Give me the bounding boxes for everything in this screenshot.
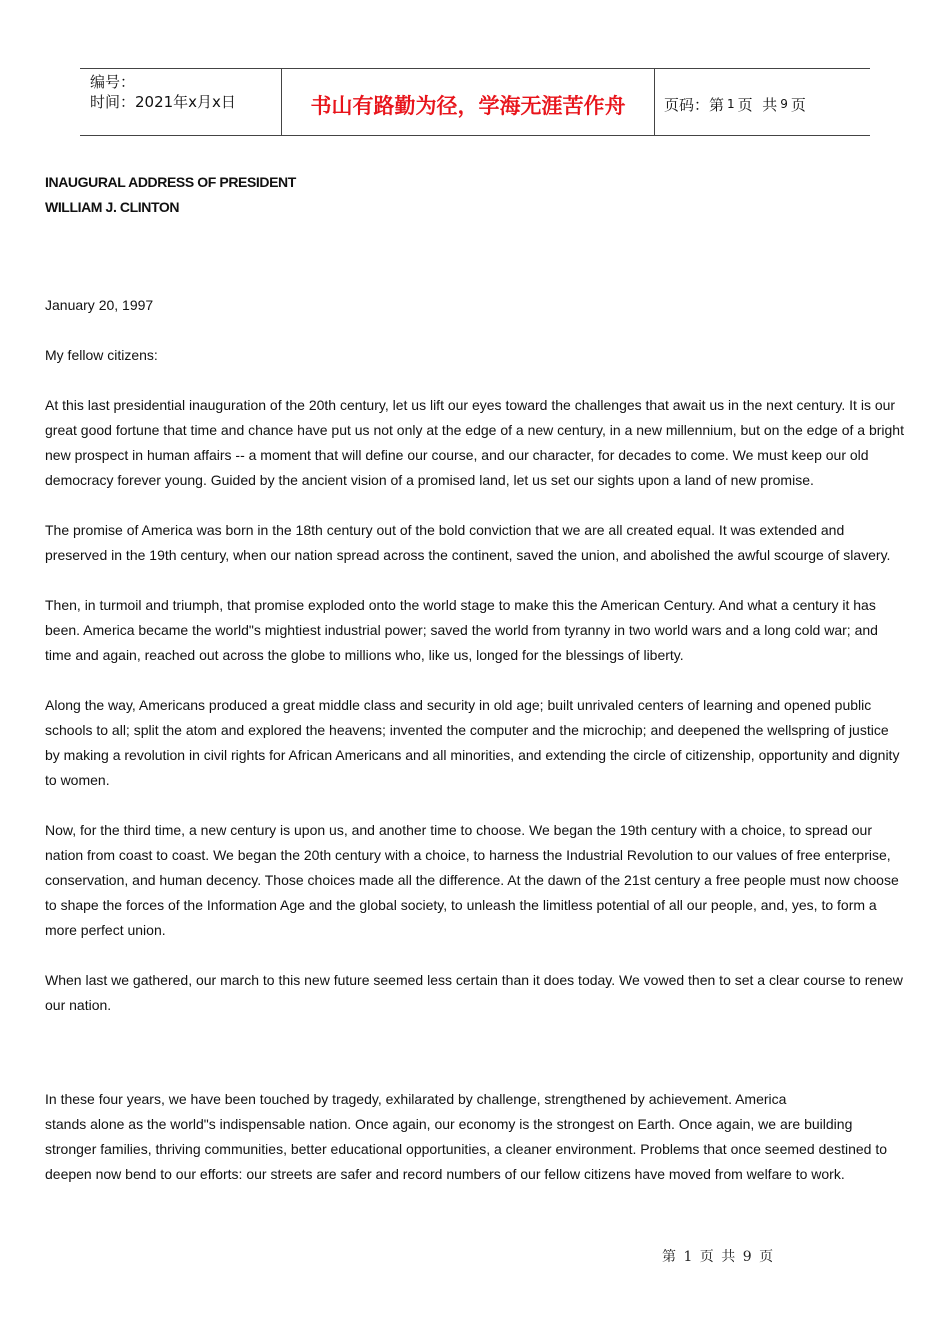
page-total: 9	[780, 97, 788, 111]
header-meta-cell	[80, 69, 281, 135]
page-suffix: 页	[790, 95, 806, 114]
header-table	[80, 68, 870, 136]
page-prefix: 页码：第	[664, 95, 725, 114]
paragraph: At this last presidential inauguration of the 20th century, let us lift our eyes toward the challenges that await us in the next century. It is our great good fortune that time and chance have put us not only at the edge of a new century, in a new millennium, but on the edge of a bright new prospect in human affairs -- a moment that will define our course, and our character, for decades to come. We must keep our old democracy forever young. Guided by the ancient vision of a promised land, let us set our sights upon a land of new promise.	[45, 397, 904, 488]
document-date: January 20, 1997	[45, 297, 154, 313]
paragraph: Now, for the third time, a new century is upon us, and another time to choose. We began the 19th century with a choice, to spread our nation from coast to coast. We began the 20th century with a choice, to harness the Industrial Revolution to our values of free enterprise, conservation, and human decency. Those choices made all the difference. At the dawn of the 21st century a free people must now choose to shape the forces of the Information Age and the global society, to unleash the limitless potential of all our people, and, yes, to form a more perfect union.	[45, 822, 899, 938]
document-title-line-2: WILLIAM J. CLINTON	[45, 199, 180, 215]
paragraph-last	[45, 1087, 907, 1187]
motto-text: 书山有路勤为径，学海无涯苦作舟	[310, 94, 626, 118]
document-title-line-1: INAUGURAL ADDRESS OF PRESIDENT	[45, 174, 296, 190]
paragraph: Along the way, Americans produced a great middle class and security in old age; built unrivaled centers of learning and opened public schools to all; split the atom and explored the heavens; invented the computer and the microchip; and deepened the wellspring of justice by making a revolution in civil rights for African Americans and all minorities, and extending the circle of citizenship, opportunity and dignity to women.	[45, 697, 900, 788]
header-page-cell	[655, 69, 870, 135]
document-body	[45, 170, 907, 1187]
page-mid: 页 共	[737, 95, 778, 114]
serial-number-label: 编号：	[90, 73, 136, 91]
paragraph-last-line-1: In these four years, we have been touched by tragedy, exhilarated by challenge, strengthened by achievement. America	[45, 1091, 787, 1107]
paragraph: Then, in turmoil and triumph, that promise exploded onto the world stage to make this the American Century. And what a century it has been. America became the world"s mightiest industrial power; saved the world from tyranny in two world wars and a long cold war; and time and again, reached out across the globe to millions who, like us, longed for the blessings of liberty.	[45, 597, 878, 663]
header-motto-cell	[281, 69, 655, 135]
paragraph: When last we gathered, our march to this new future seemed less certain than it does today. We vowed then to set a clear course to renew our nation.	[45, 972, 903, 1013]
paragraph: The promise of America was born in the 18th century out of the bold conviction that we are all created equal. It was extended and preserved in the 19th century, when our nation spread across the continent, saved the union, and abolished the awful scourge of slavery.	[45, 522, 891, 563]
time-label: 时间：2021年x月x日	[90, 93, 236, 111]
page-footer: 第 1 页 共 9 页	[662, 1249, 774, 1265]
salutation: My fellow citizens:	[45, 347, 158, 363]
paragraph-last-rest: stands alone as the world"s indispensable nation. Once again, our economy is the strongest on Earth. Once again, we are building stronger families, thriving communities, better educational opportunities, a cleaner environment. Problems that once seemed destined to deepen now bend to our efforts: our streets are safer and record numbers of our fellow citizens have moved from welfare to work.	[45, 1116, 888, 1182]
page-current: 1	[727, 97, 735, 111]
